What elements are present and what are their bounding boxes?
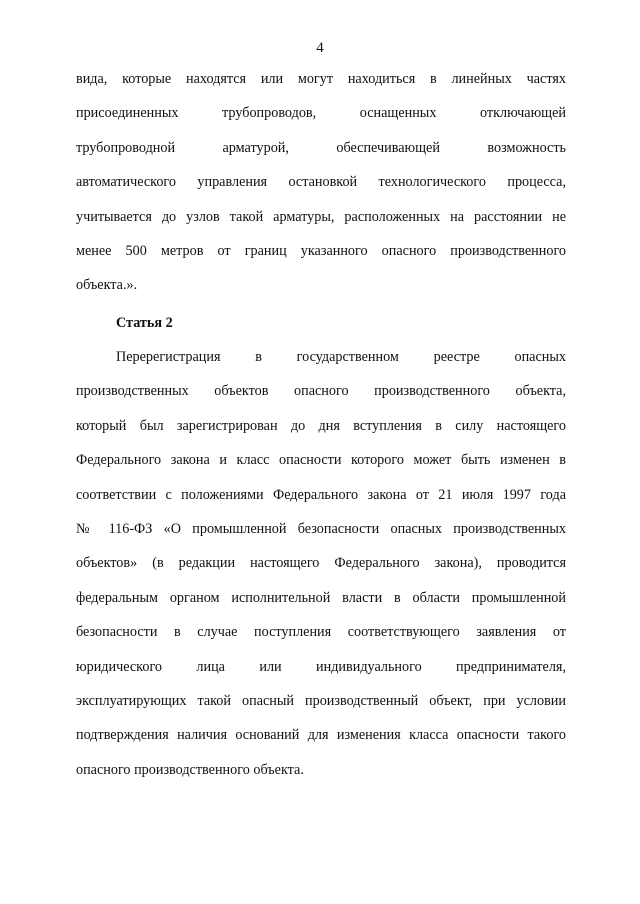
text-line: объекта.».	[76, 277, 138, 294]
text-line: вида, которые находятся или могут находиться в линейных частях	[76, 71, 566, 87]
text-line: соответствии с положениями Федерального закона от 21 июля 1997 года	[76, 486, 566, 503]
text-line: юридического лица или индивидуального предпринимателя,	[76, 658, 566, 675]
text-line: федеральным органом исполнительной власти в области промышленной	[76, 589, 566, 606]
text-line: безопасности в случае поступления соответствующего заявления от	[76, 624, 566, 641]
text-line: автоматического управления остановкой технологического процесса,	[76, 174, 566, 191]
text-line: который был зарегистрирован до дня вступления в силу настоящего	[76, 417, 566, 434]
text-line: объектов» (в редакции настоящего Федерального закона), проводится	[76, 555, 566, 572]
text-line: присоединенных трубопроводов, оснащенных отключающей	[76, 105, 566, 122]
paragraph-continuation	[76, 69, 566, 310]
article-heading: Статья 2	[116, 315, 173, 331]
text-line: Федерального закона и класс опасности которого может быть изменен в	[76, 452, 566, 469]
text-line: производственных объектов опасного производственного объекта,	[76, 383, 566, 400]
text-line: подтверждения наличия оснований для изменения класса опасности такого	[76, 727, 566, 744]
text-line: трубопроводной арматурой, обеспечивающей возможность	[76, 139, 566, 156]
text-line: опасного производственного объекта.	[76, 761, 304, 778]
page-number: 4	[316, 40, 324, 56]
text-line: учитывается до узлов такой арматуры, расположенных на расстоянии не	[76, 208, 566, 225]
text-line: менее 500 метров от границ указанного опасного производственного	[76, 242, 566, 259]
article-2-paragraph	[76, 347, 566, 794]
text-line: Перерегистрация в государственном реестре опасных	[116, 349, 566, 365]
text-line: эксплуатирующих такой опасный производственный объект, при условии	[76, 692, 566, 709]
text-line: № 116-ФЗ «О промышленной безопасности опасных производственных	[76, 520, 566, 537]
